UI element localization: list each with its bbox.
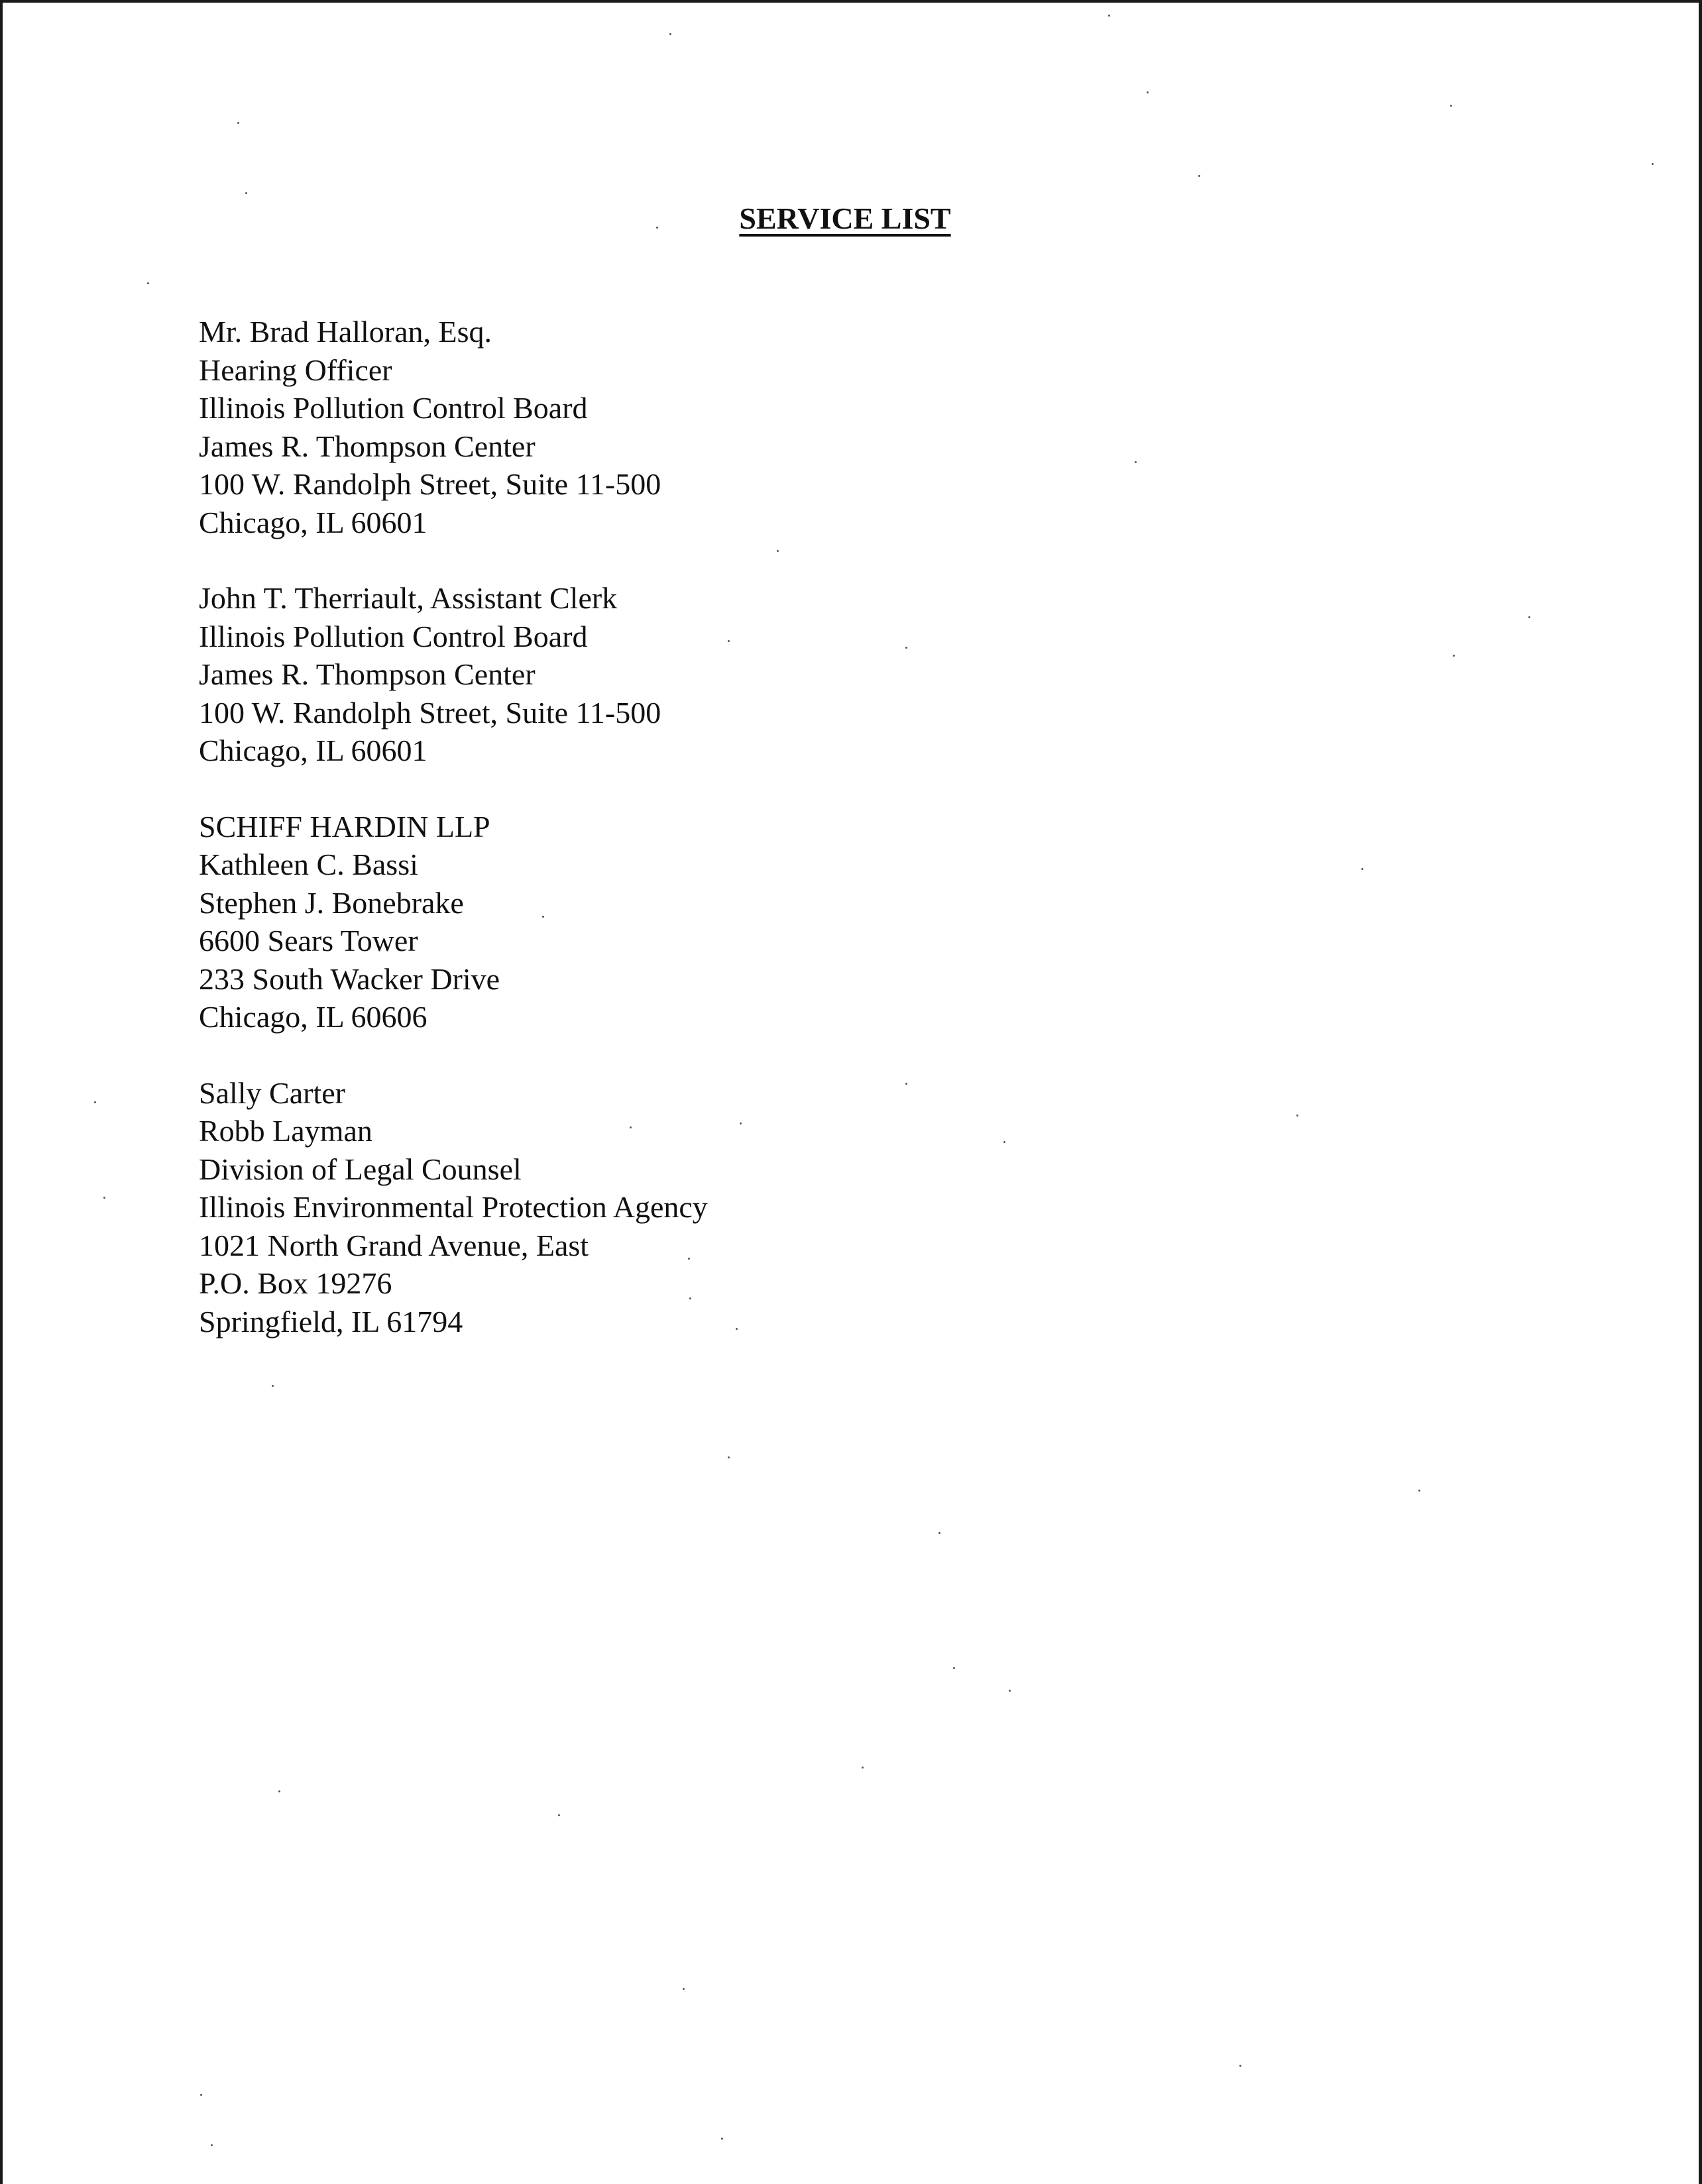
scan-speck (1198, 175, 1200, 177)
recipient-name: John T. Therriault, Assistant Clerk (199, 581, 618, 615)
scan-speck (728, 1456, 730, 1458)
page-border-top (0, 0, 1702, 3)
scan-speck (1135, 461, 1137, 463)
recipient-name: Robb Layman (199, 1114, 372, 1148)
recipient-city: Springfield, IL 61794 (199, 1304, 463, 1338)
recipient-po-box: P.O. Box 19276 (199, 1266, 392, 1300)
scan-speck (1108, 15, 1110, 17)
recipient-name: Mr. Brad Halloran, Esq. (199, 315, 492, 349)
scan-speck (147, 282, 149, 284)
recipient-organization: Illinois Environmental Protection Agency (199, 1190, 708, 1224)
recipient-organization: Illinois Pollution Control Board (199, 619, 588, 653)
recipient-street: 100 W. Randolph Street, Suite 11-500 (199, 695, 661, 730)
recipient-name: Sally Carter (199, 1075, 345, 1110)
scan-speck (1239, 2065, 1241, 2067)
recipient-street: 1021 North Grand Avenue, East (199, 1228, 589, 1262)
recipient-street: 100 W. Randolph Street, Suite 11-500 (199, 467, 661, 501)
recipient-title: Hearing Officer (199, 353, 392, 387)
scan-speck (1450, 105, 1452, 107)
service-list (199, 313, 1127, 1378)
recipient-name: Stephen J. Bonebrake (199, 885, 464, 920)
scan-speck (938, 1532, 940, 1534)
scan-speck (1528, 616, 1530, 618)
scan-speck (200, 2094, 202, 2096)
scan-speck (103, 1197, 105, 1199)
recipient-organization: Illinois Pollution Control Board (199, 391, 588, 425)
scan-speck (688, 1258, 690, 1260)
scan-speck (558, 1814, 560, 1816)
scan-speck (736, 1328, 738, 1330)
scan-speck (1147, 91, 1149, 93)
scan-speck (278, 1790, 280, 1792)
recipient-block-schiff-hardin (199, 808, 1127, 1036)
scan-speck (740, 1122, 742, 1124)
recipient-block-iepa (199, 1074, 1127, 1341)
scan-speck (1652, 163, 1654, 165)
scan-speck (630, 1126, 632, 1128)
scan-speck (905, 1083, 907, 1085)
scan-speck (683, 1988, 685, 1990)
scan-speck (905, 647, 907, 649)
recipient-city: Chicago, IL 60601 (199, 505, 427, 539)
scan-speck (669, 33, 671, 35)
document-title: SERVICE LIST (739, 201, 951, 235)
scan-speck (237, 122, 239, 124)
scan-speck (542, 916, 544, 918)
recipient-building: James R. Thompson Center (199, 429, 536, 463)
scan-speck (656, 227, 658, 229)
scan-speck (728, 640, 730, 642)
scan-speck (211, 2144, 213, 2146)
scan-speck (1296, 1115, 1298, 1117)
recipient-firm: SCHIFF HARDIN LLP (199, 809, 490, 844)
scan-speck (862, 1767, 864, 1769)
scan-speck (1009, 1690, 1011, 1692)
scan-speck (1361, 868, 1363, 870)
scan-speck (1453, 655, 1455, 657)
scan-speck (245, 192, 247, 194)
scan-speck (94, 1101, 96, 1103)
recipient-building: James R. Thompson Center (199, 657, 536, 691)
recipient-block-hearing-officer (199, 313, 1127, 541)
recipient-street: 233 South Wacker Drive (199, 961, 500, 996)
recipient-division: Division of Legal Counsel (199, 1152, 522, 1186)
recipient-city: Chicago, IL 60601 (199, 734, 427, 767)
recipient-building: 6600 Sears Tower (199, 924, 418, 957)
scan-speck (689, 1297, 691, 1299)
recipient-city: Chicago, IL 60606 (199, 1000, 427, 1034)
scan-speck (272, 1385, 274, 1387)
scan-speck (721, 2138, 723, 2140)
scan-speck (1418, 1490, 1420, 1492)
recipient-name: Kathleen C. Bassi (199, 847, 418, 881)
page-border-left (0, 0, 3, 2184)
scan-speck (953, 1667, 955, 1669)
recipient-block-clerk (199, 579, 1127, 770)
scan-speck (1003, 1141, 1005, 1143)
page-border-right (1699, 0, 1702, 2184)
scan-speck (777, 550, 779, 552)
